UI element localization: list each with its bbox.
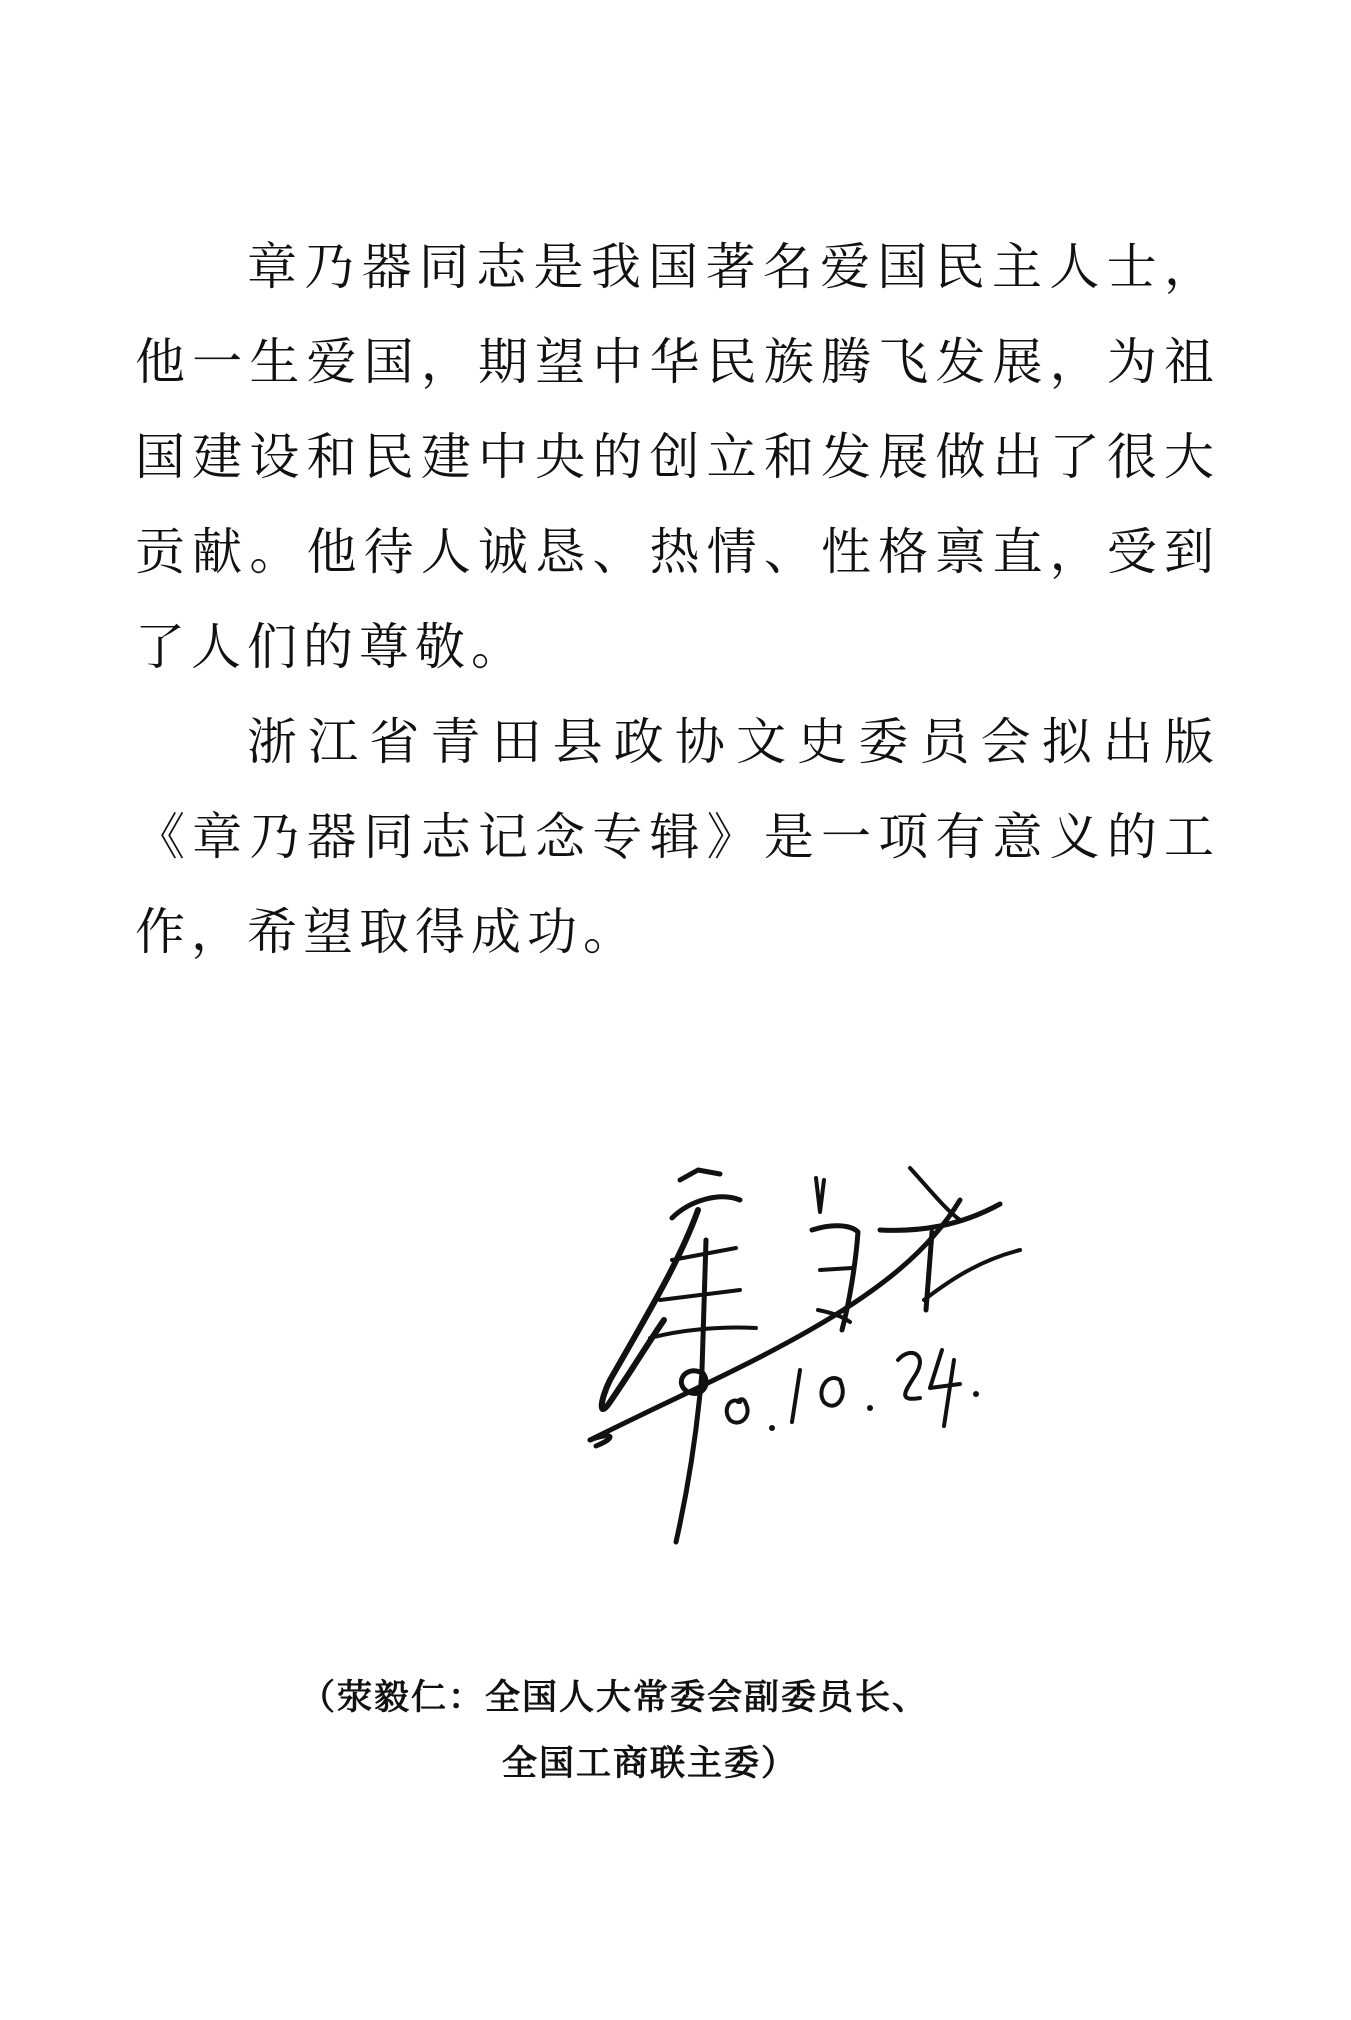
paragraph-1: 章乃器同志是我国著名爱国民主人士，他一生爱国，期望中华民族腾飞发展，为祖国建设和民建中央的创立和发展做出了很大贡献。他待人诚恳、热情、性格禀直，受到了人们的尊敬。 [135, 238, 1220, 676]
paragraph-2: 浙江省青田县政协文史委员会拟出版《章乃器同志记念专辑》是一项有意义的工作，希望取得成功。 [135, 713, 1220, 961]
caption-line-2: 全国工商联主委） [502, 1744, 799, 1784]
signatory-caption [300, 1665, 1060, 1797]
caption-line-1: （荥毅仁：全国人大常委会副委员长、 [300, 1678, 930, 1718]
letter-body [135, 220, 1220, 980]
handwritten-signature [580, 1140, 1140, 1620]
